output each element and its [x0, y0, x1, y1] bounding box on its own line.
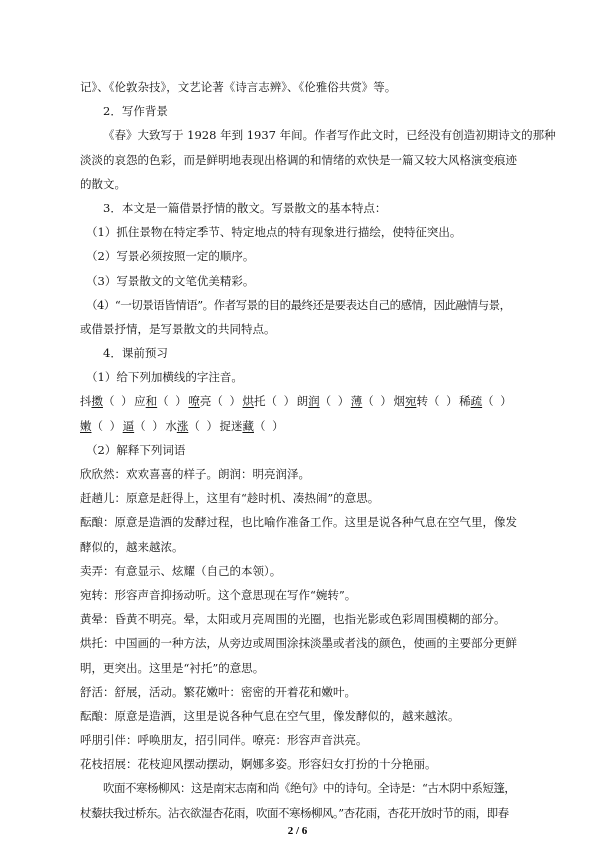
pinyin-item [351, 389, 394, 413]
answer-blank: （ ） [211, 394, 243, 409]
underlined-character: 烘 [242, 394, 254, 409]
feature-point: （1）抓住景物在特定季节、特定地点的特有现象进行描绘，使特征突出。 [86, 225, 462, 240]
glossary-line: 欣欣然：欢欢喜喜的样子。朗润：明亮润泽。 [80, 467, 310, 481]
pinyin-item [134, 389, 188, 413]
word-part: 捉迷 [219, 418, 243, 433]
word-part: 应 [134, 394, 146, 409]
paragraph-line: 《春》大致写于 1928 年到 1937 年间。作者写作此文时，已经没有创造初期诗文的那种 [103, 128, 556, 143]
underlined-character: 疏 [470, 394, 483, 409]
section-heading-preview: 4．课前预习 [103, 346, 168, 361]
glossary-line: 杖藜扶我过桥东。沾衣欲湿杏花雨，吹面不寒杨柳风。”杏花雨，杏花开放时节的雨，即春 [80, 805, 509, 820]
glossary-line: 呼朋引伴：呼唤朋友，招引同伴。嘹亮：形容声音洪亮。 [80, 733, 368, 748]
word-part: 托 [253, 394, 266, 409]
underlined-character: 润 [308, 394, 320, 409]
glossary-line: 明，更突出。这里是“衬托”的意思。 [80, 660, 265, 675]
pinyin-item [165, 414, 219, 438]
feature-point-continuation: 或借景抒情，是写景散文的共同特点。 [80, 321, 276, 336]
glossary-line: 酝酿：原意是造酒，这里是说各种气息在空气里，像发酵似的，越来越浓。 [80, 708, 460, 723]
answer-blank: （ ） [362, 394, 394, 409]
answer-blank: （ ） [103, 394, 135, 409]
intro-continuation-line: 记》、《伦敦杂技》，文艺论著《诗言志辨》、《伦雅俗共赏》等。 [80, 80, 397, 94]
glossary-line: 宛转：形容声音抑扬动听。这个意思现在写作“婉转”。 [80, 587, 357, 602]
underlined-character: 逼 [122, 418, 135, 433]
underlined-character: 嘹 [188, 394, 200, 409]
answer-blank: （ ） [265, 394, 297, 409]
glossary-line: 花枝招展：花枝迎风摆动摆动，婀娜多姿。形容妇女打扮的十分艳丽。 [80, 757, 437, 772]
answer-blank: （ ） [427, 394, 460, 409]
pinyin-item [219, 414, 285, 438]
pinyin-row [80, 414, 556, 438]
underlined-character: 和 [145, 394, 158, 409]
pinyin-item [393, 389, 459, 413]
pinyin-item [80, 414, 123, 438]
glossary-instruction: （2）解释下列词语 [86, 442, 186, 457]
pinyin-item [297, 389, 351, 413]
glossary-line: 赶趟儿：原意是赶得上，这里有“趁时机、凑热闹”的意思。 [80, 491, 380, 506]
section-heading-features: 3．本文是一篇借景抒情的散文。写景散文的基本特点： [103, 200, 387, 215]
underlined-character: 涨 [176, 418, 189, 433]
answer-blank: （ ） [482, 394, 514, 409]
pinyin-row [80, 389, 556, 413]
underlined-character: 嫩 [80, 418, 92, 433]
pinyin-instruction: （1）给下列加横线的字注音。 [86, 370, 243, 385]
glossary-line: 吹面不寒杨柳风：这是南宋志南和尚《绝句》中的诗句。全诗是：“古木阴中系短篷， [103, 781, 516, 796]
page-content [80, 75, 556, 825]
glossary-line: 黄晕：昏黄不明亮。晕，太阳或月亮周围的光圈，也指光影或色彩周围模糊的部分。 [80, 612, 506, 627]
glossary-line: 酝酿：原意是造酒的发酵过程，也比喻作准备工作。这里是说各种气息在空气里，像发 [80, 515, 517, 530]
pinyin-item [459, 389, 513, 413]
underlined-character: 薄 [350, 394, 363, 409]
word-part: 朗 [296, 394, 309, 409]
paragraph-line: 的散文。 [80, 176, 126, 191]
word-part: 稀 [459, 394, 471, 409]
word-part: 转 [416, 394, 428, 409]
glossary-line: 卖弄：有意显示、炫耀（自己的本领）。 [80, 563, 282, 578]
glossary-line: 烘托：中国画的一种方法，从旁边或周围涂抹淡墨或者浅的颜色，使画的主要部分更鲜 [80, 636, 517, 651]
word-part: 烟 [393, 394, 405, 409]
answer-blank: （ ） [134, 418, 166, 433]
section-heading-background: 2．写作背景 [103, 104, 168, 119]
paragraph-line: 淡淡的哀怨的色彩，而是鲜明地表现出格调的和情绪的欢快是一篇又较大风格演变痕迹 [80, 152, 517, 167]
answer-blank: （ ） [253, 418, 286, 433]
word-part: 水 [165, 418, 177, 433]
pinyin-item [123, 414, 166, 438]
answer-blank: （ ） [157, 394, 189, 409]
feature-point: （4）“一切景语皆情语”。作者写景的目的最终还是要表达自己的感情，因此融情与景， [86, 297, 511, 312]
underlined-character: 藏 [242, 418, 254, 433]
word-part: 抖 [80, 394, 92, 409]
feature-point: （2）写景必须按照一定的顺序。 [86, 249, 255, 264]
page-number: 2 / 6 [287, 825, 308, 837]
underlined-character: 擞 [91, 394, 103, 409]
answer-blank: （ ） [319, 394, 351, 409]
word-part: 亮 [199, 394, 212, 409]
pinyin-item [242, 389, 296, 413]
pinyin-item [188, 389, 242, 413]
answer-blank: （ ） [188, 418, 220, 433]
underlined-character: 宛 [404, 394, 417, 409]
pinyin-item [80, 389, 134, 413]
answer-blank: （ ） [91, 418, 123, 433]
glossary-line: 酵似的，越来越浓。 [80, 539, 184, 554]
glossary-line: 舒活：舒展，活动。繁花嫩叶：密密的开着花和嫩叶。 [80, 684, 356, 699]
feature-point: （3）写景散文的文笔优美精彩。 [86, 273, 255, 288]
